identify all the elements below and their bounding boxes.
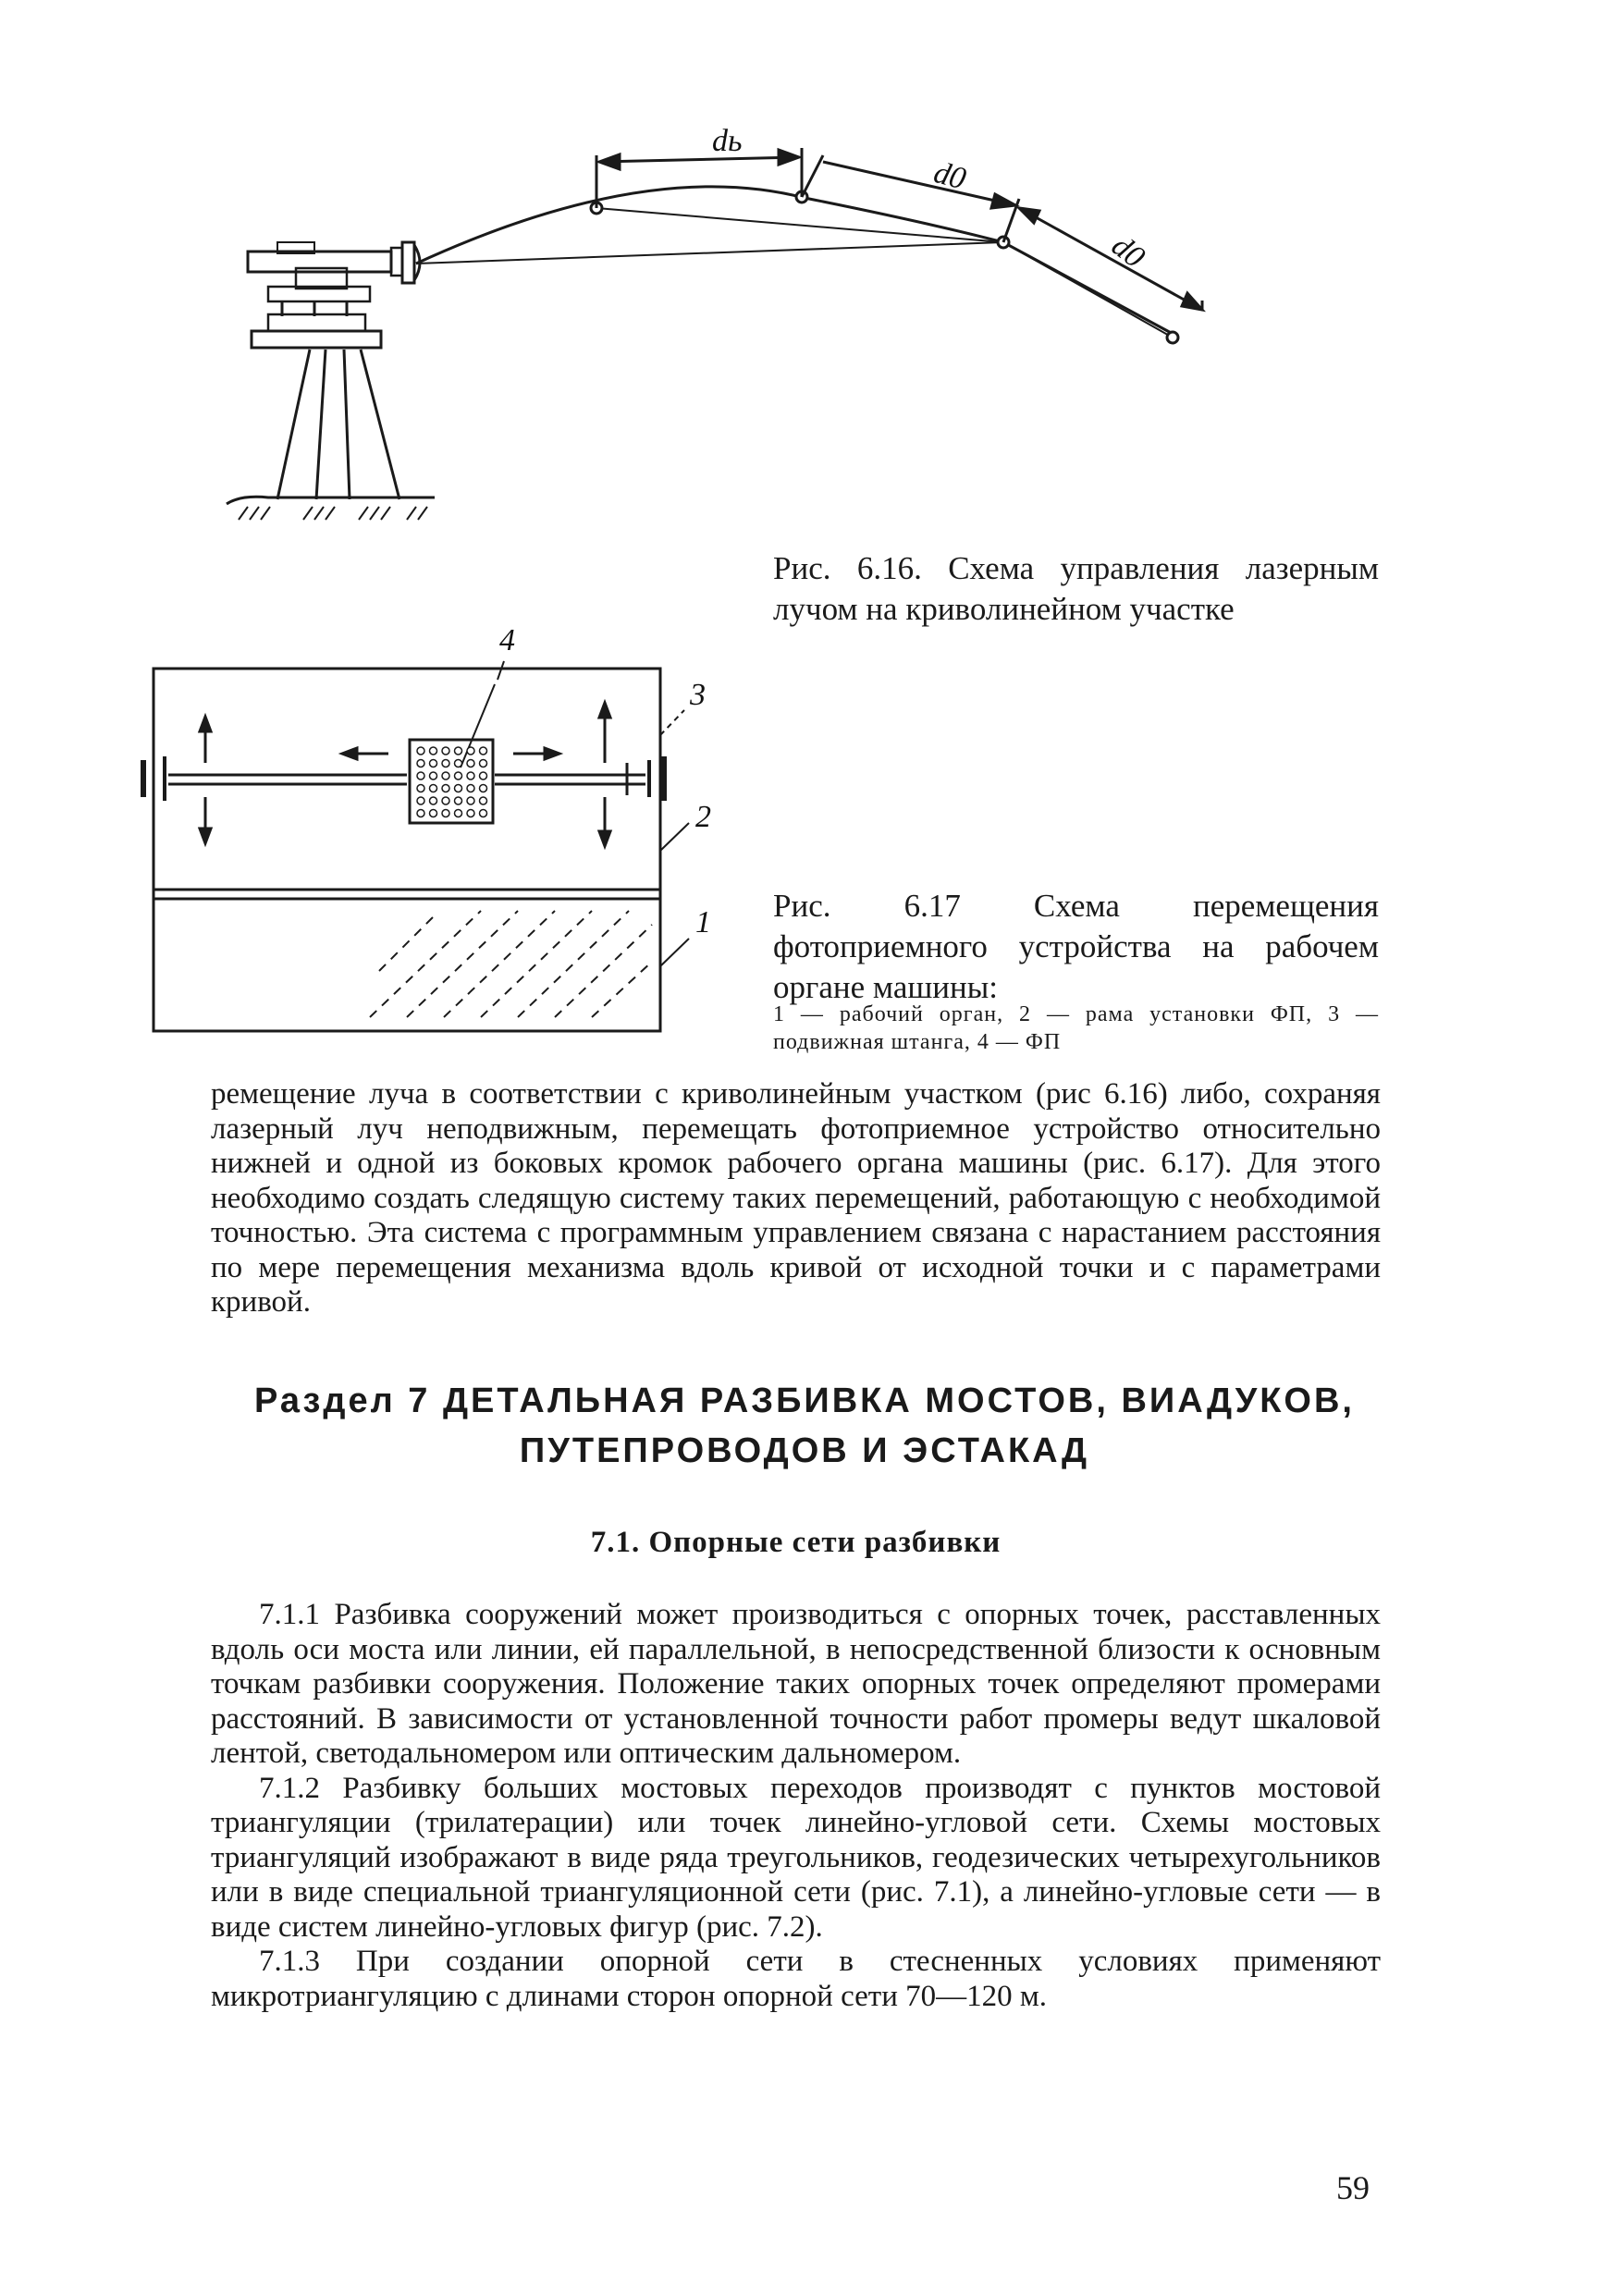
receiver-dot bbox=[467, 810, 474, 817]
receiver-dot bbox=[455, 760, 462, 767]
paragraph-text: ремещение луча в соответствии с криволинейным участком (рис 6.16) либо, сохраняя лазерный луч неподвижным, перемещать фотоприемное устройство относительно нижней и одной из боковых кромок рабочего органа машины (рис. 6.17). Для этого необходимо создать следящую систему таких перемещений, работающую с необходимой точностью. Эта система с программным управлением связана с нарастанием расстояния по мере перемещения механизма вдоль кривой от исходной точки и с параметрами кривой. bbox=[211, 1077, 1381, 1319]
receiver-dot bbox=[417, 810, 424, 817]
receiver-dot bbox=[417, 747, 424, 755]
receiver-dot bbox=[417, 760, 424, 767]
receiver-dot bbox=[467, 797, 474, 804]
label-d0-b: d0 bbox=[1105, 228, 1151, 276]
receiver-dot bbox=[417, 785, 424, 792]
receiver-dot bbox=[455, 747, 462, 755]
receiver-dot bbox=[430, 797, 437, 804]
receiver-dot bbox=[417, 772, 424, 780]
receiver-dot bbox=[455, 772, 462, 780]
receiver-dot bbox=[455, 785, 462, 792]
receiver-dot bbox=[467, 785, 474, 792]
label-1: 1 bbox=[695, 905, 711, 939]
receiver-dot bbox=[480, 785, 487, 792]
receiver-dot bbox=[467, 772, 474, 780]
receiver-dot bbox=[455, 797, 462, 804]
section-title-line2: ПУТЕПРОВОДОВ И ЭСТАКАД bbox=[519, 1431, 1090, 1470]
receiver-dot bbox=[480, 810, 487, 817]
receiver-dot bbox=[430, 760, 437, 767]
receiver-dot bbox=[480, 760, 487, 767]
label-2: 2 bbox=[695, 800, 711, 834]
label-4: 4 bbox=[499, 623, 515, 657]
receiver-dot bbox=[442, 810, 449, 817]
subsection-body bbox=[211, 1598, 1381, 2014]
receiver-dot bbox=[467, 760, 474, 767]
continuation-paragraph bbox=[211, 1077, 1381, 1320]
label-d0-a: d0 bbox=[929, 154, 970, 197]
figure-6-17-legend: 1 — рабочий орган, 2 — рама установки ФП, 3 — подвижная штанга, 4 — ФП bbox=[773, 1002, 1379, 1054]
section-title bbox=[166, 1376, 1443, 1476]
figure-6-16-caption: Рис. 6.16. Схема управления лазерным лучом на криволинейном участке bbox=[773, 550, 1379, 627]
receiver-dot bbox=[417, 797, 424, 804]
paragraph-7-1-2: 7.1.2 Разбивку больших мостовых переходов производят с пунктов мостовой триангуляции (трилатерации) или точек линейно-угловой сети. Схемы мостовых триангуляций изображают в виде ряда треугольников, геодезических четырехугольников или в виде специальной триангуляционной сети (рис. 7.1), а линейно-угловые сети — в виде систем линейно-угловых фигур (рис. 7.2). bbox=[211, 1771, 1381, 1944]
label-3: 3 bbox=[690, 678, 706, 712]
receiver-dot bbox=[442, 785, 449, 792]
receiver-dot bbox=[455, 810, 462, 817]
section-title-line1: Раздел 7 ДЕТАЛЬНАЯ РАЗБИВКА МОСТОВ, ВИАДУКОВ, bbox=[254, 1381, 1355, 1420]
receiver-dot bbox=[480, 797, 487, 804]
label-db: dь bbox=[712, 124, 743, 158]
receiver-dot bbox=[430, 747, 437, 755]
receiver-dot bbox=[442, 772, 449, 780]
receiver-dot bbox=[430, 810, 437, 817]
page-number: 59 bbox=[1336, 2169, 1370, 2206]
receiver-dot bbox=[430, 772, 437, 780]
paragraph-7-1-3: 7.1.3 При создании опорной сети в стесненных условиях применяют микротриангуляцию с длинами сторон опорной сети 70—120 м. bbox=[211, 1945, 1381, 2013]
receiver-dot bbox=[442, 797, 449, 804]
receiver-dot bbox=[430, 785, 437, 792]
receiver-dot bbox=[442, 760, 449, 767]
paragraph-7-1-1: 7.1.1 Разбивка сооружений может производиться с опорных точек, расставленных вдоль оси моста или линии, ей параллельной, в непосредственной близости к основным точкам разбивки сооружения. Положение таких опорных точек определяют промерами расстояний. В зависимости от установленной точности работ промеры ведут шкаловой лентой, светодальномером или оптическим дальномером. bbox=[211, 1598, 1381, 1770]
receiver-dot bbox=[480, 772, 487, 780]
subsection-title: 7.1. Опорные сети разбивки bbox=[590, 1526, 1002, 1559]
figure-6-17-caption: Рис. 6.17 Схема перемещения фотоприемного устройства на рабочем органе машины: bbox=[773, 888, 1379, 1005]
receiver-dot bbox=[480, 747, 487, 755]
receiver-dot bbox=[467, 747, 474, 755]
receiver-dot bbox=[442, 747, 449, 755]
